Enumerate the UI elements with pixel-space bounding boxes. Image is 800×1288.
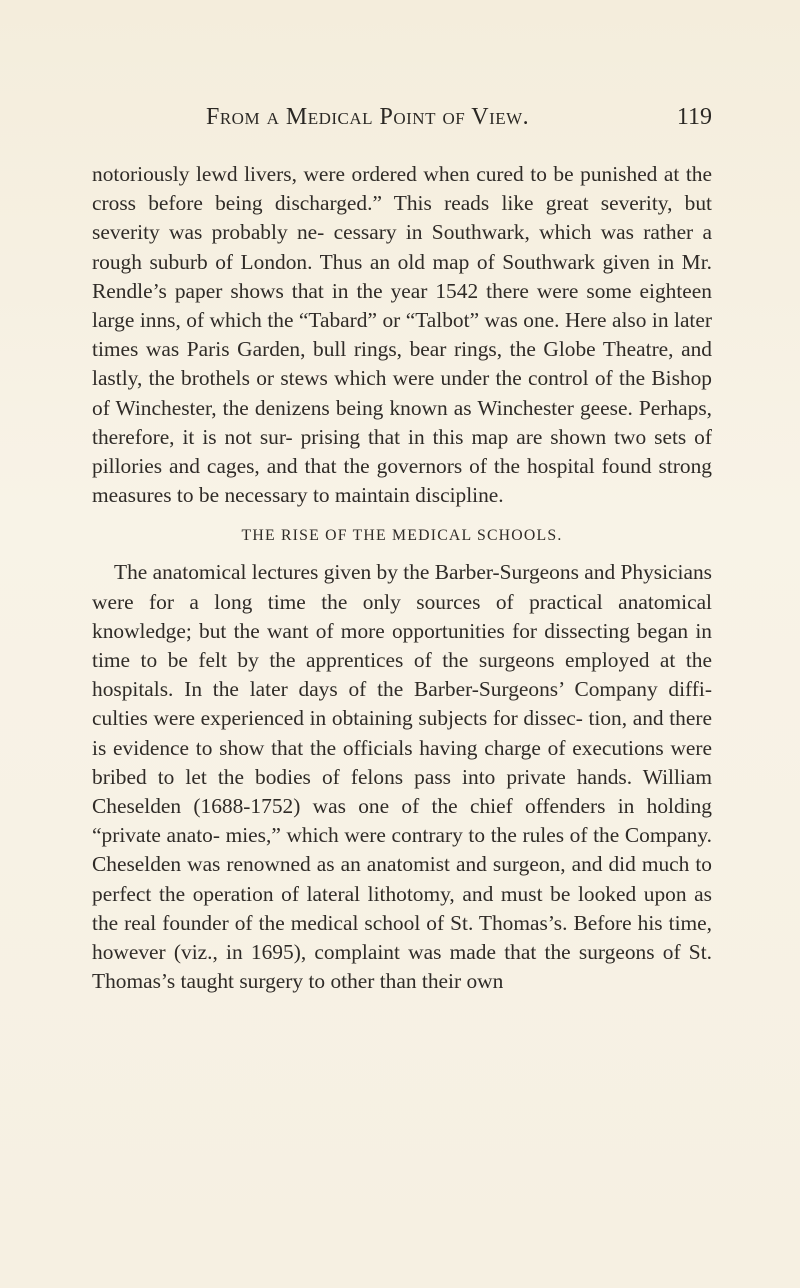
running-head xyxy=(92,104,712,134)
running-title: From a Medical Point of View. xyxy=(206,104,530,130)
section-heading: THE RISE OF THE MEDICAL SCHOOLS. xyxy=(241,527,563,545)
page-number: 119 xyxy=(676,104,712,130)
body-text xyxy=(92,160,712,996)
paragraph: notoriously lewd livers, were ordered when cured to be punished at the cross before being discharged.” This reads like great severity, but severity was probably ne- cessary in Southwark, which was rather a rough suburb of London. Thus an old map of Southwark given in Mr. Rendle’s paper shows that in the year 1542 there were some eighteen large inns, of which the “Tabard” or “Talbot” was one. Here also in later times was Paris Garden, bull rings, bear rings, the Globe Theatre, and lastly, the brothels or stews which were under the control of the Bishop of Winchester, the denizens being known as Winchester geese. Perhaps, therefore, it is not sur- prising that in this map are shown two sets of pillories and cages, and that the governors of the hospital found strong measures to be necessary to maintain discipline. xyxy=(92,162,712,508)
paragraph: The anatomical lectures given by the Barber-Surgeons and Physicians were for a long time the only sources of practical anatomical knowledge; but the want of more opportunities for dissecting began in time to be felt by the apprentices of the surgeons employed at the hospitals. In the later days of the Barber-Surgeons’ Company diffi- culties were experienced in obtaining subjects for dissec- tion, and there is evidence to show that the officials having charge of executions were bribed to let the bodies of felons pass into private hands. William Cheselden (1688-1752) was one of the chief offenders in holding “private anato- mies,” which were contrary to the rules of the Company. Cheselden was renowned as an anatomist and surgeon, and did much to perfect the operation of lateral lithotomy, and must be looked upon as the real founder of the medical school of St. Thomas’s. Before his time, however (viz., in 1695), complaint was made that the surgeons of St. Thomas’s taught surgery to other than their own xyxy=(92,560,712,994)
